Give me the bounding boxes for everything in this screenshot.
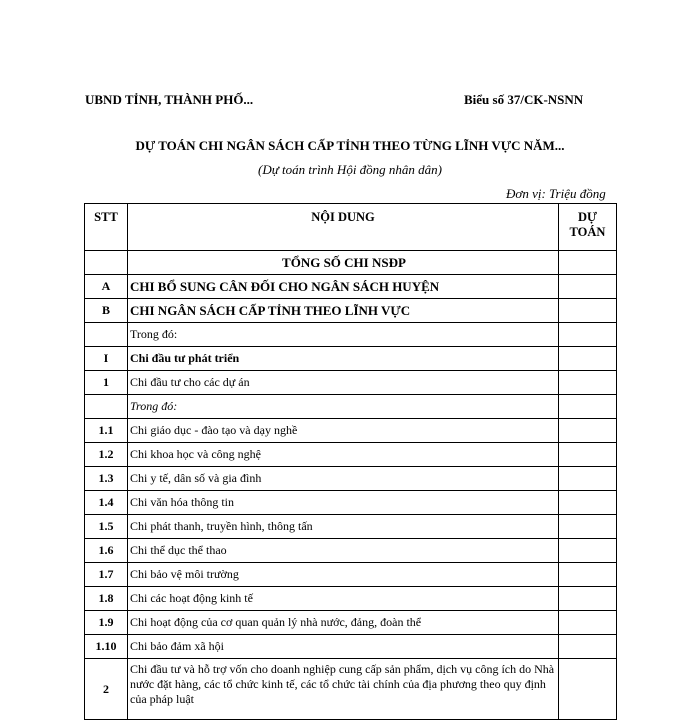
table-row: [85, 587, 617, 611]
row-content: Chi bảo vệ môi trường: [128, 563, 559, 587]
table-row: [85, 467, 617, 491]
table-row: [85, 563, 617, 587]
row-content: Chi y tế, dân số và gia đình: [128, 467, 559, 491]
row-content: Chi thể dục thể thao: [128, 539, 559, 563]
row-content: CHI NGÂN SÁCH CẤP TỈNH THEO LĨNH VỰC: [128, 299, 559, 323]
row-estimate: [559, 635, 617, 659]
row-stt: 1.6: [85, 539, 128, 563]
row-stt: 1.3: [85, 467, 128, 491]
row-estimate: [559, 587, 617, 611]
row-stt: B: [85, 299, 128, 323]
table-row: [85, 251, 617, 275]
document-subtitle: (Dự toán trình Hội đồng nhân dân): [257, 162, 443, 177]
table-row: [85, 371, 617, 395]
row-stt: [85, 251, 128, 275]
document-title: DỰ TOÁN CHI NGÂN SÁCH CẤP TỈNH THEO TỪNG LĨNH VỰC NĂM...: [135, 138, 565, 153]
row-estimate: [559, 515, 617, 539]
row-estimate: [559, 395, 617, 419]
row-content: Chi khoa học và công nghệ: [128, 443, 559, 467]
table-row: [85, 659, 617, 720]
row-estimate: [559, 275, 617, 299]
row-estimate: [559, 299, 617, 323]
row-estimate: [559, 419, 617, 443]
organization-name: UBND TỈNH, THÀNH PHỐ...: [85, 92, 254, 107]
row-content: TỔNG SỐ CHI NSĐP: [128, 251, 559, 275]
header-estimate-line1: DỰ: [578, 210, 597, 224]
row-content: Chi các hoạt động kinh tế: [128, 587, 559, 611]
table-row: [85, 347, 617, 371]
table-row: [85, 323, 617, 347]
row-estimate: [559, 491, 617, 515]
header-estimate: [559, 204, 617, 251]
row-stt: [85, 395, 128, 419]
table-row: [85, 299, 617, 323]
row-estimate: [559, 251, 617, 275]
row-content: Chi đầu tư và hỗ trợ vốn cho doanh nghiệp cung cấp sản phẩm, dịch vụ công ích do Nhà nước đặt hàng, các tổ chức kinh tế, các tổ chức tài chính của địa phương theo quy định của pháp luật: [128, 659, 559, 720]
row-stt: 1.1: [85, 419, 128, 443]
row-estimate: [559, 371, 617, 395]
row-content: Trong đó:: [128, 395, 559, 419]
table-row: [85, 395, 617, 419]
row-stt: 2: [85, 659, 128, 720]
table-row: [85, 635, 617, 659]
row-stt: 1.8: [85, 587, 128, 611]
row-content: Chi văn hóa thông tin: [128, 491, 559, 515]
row-content: Chi phát thanh, truyền hình, thông tấn: [128, 515, 559, 539]
row-stt: 1.10: [85, 635, 128, 659]
header-content: NỘI DUNG: [128, 204, 559, 251]
row-stt: A: [85, 275, 128, 299]
row-estimate: [559, 611, 617, 635]
row-content: Chi giáo dục - đào tạo và dạy nghề: [128, 419, 559, 443]
row-estimate: [559, 347, 617, 371]
row-estimate: [559, 563, 617, 587]
unit-label: Đơn vị: Triệu đồng: [506, 186, 606, 201]
row-stt: 1.5: [85, 515, 128, 539]
row-stt: 1: [85, 371, 128, 395]
row-content: Chi đầu tư phát triển: [128, 347, 559, 371]
budget-table: [84, 203, 617, 720]
row-estimate: [559, 539, 617, 563]
row-content: Chi hoạt động của cơ quan quản lý nhà nước, đảng, đoàn thể: [128, 611, 559, 635]
row-estimate: [559, 323, 617, 347]
row-estimate: [559, 467, 617, 491]
header-estimate-line2: TOÁN: [569, 225, 606, 239]
row-stt: I: [85, 347, 128, 371]
table-row: [85, 419, 617, 443]
row-content: Chi bảo đảm xã hội: [128, 635, 559, 659]
table-row: [85, 611, 617, 635]
table-row: [85, 539, 617, 563]
row-stt: 1.9: [85, 611, 128, 635]
row-stt: 1.2: [85, 443, 128, 467]
table-row: [85, 275, 617, 299]
table-row: [85, 443, 617, 467]
row-content: Trong đó:: [128, 323, 559, 347]
table-row: [85, 491, 617, 515]
form-number: Biểu số 37/CK-NSNN: [464, 92, 584, 107]
row-content: CHI BỔ SUNG CÂN ĐỐI CHO NGÂN SÁCH HUYỆN: [128, 275, 559, 299]
row-stt: [85, 323, 128, 347]
row-estimate: [559, 659, 617, 720]
row-stt: 1.7: [85, 563, 128, 587]
row-content: Chi đầu tư cho các dự án: [128, 371, 559, 395]
row-estimate: [559, 443, 617, 467]
header-stt: STT: [85, 204, 128, 251]
table-header-row: [85, 204, 617, 251]
row-stt: 1.4: [85, 491, 128, 515]
table-row: [85, 515, 617, 539]
